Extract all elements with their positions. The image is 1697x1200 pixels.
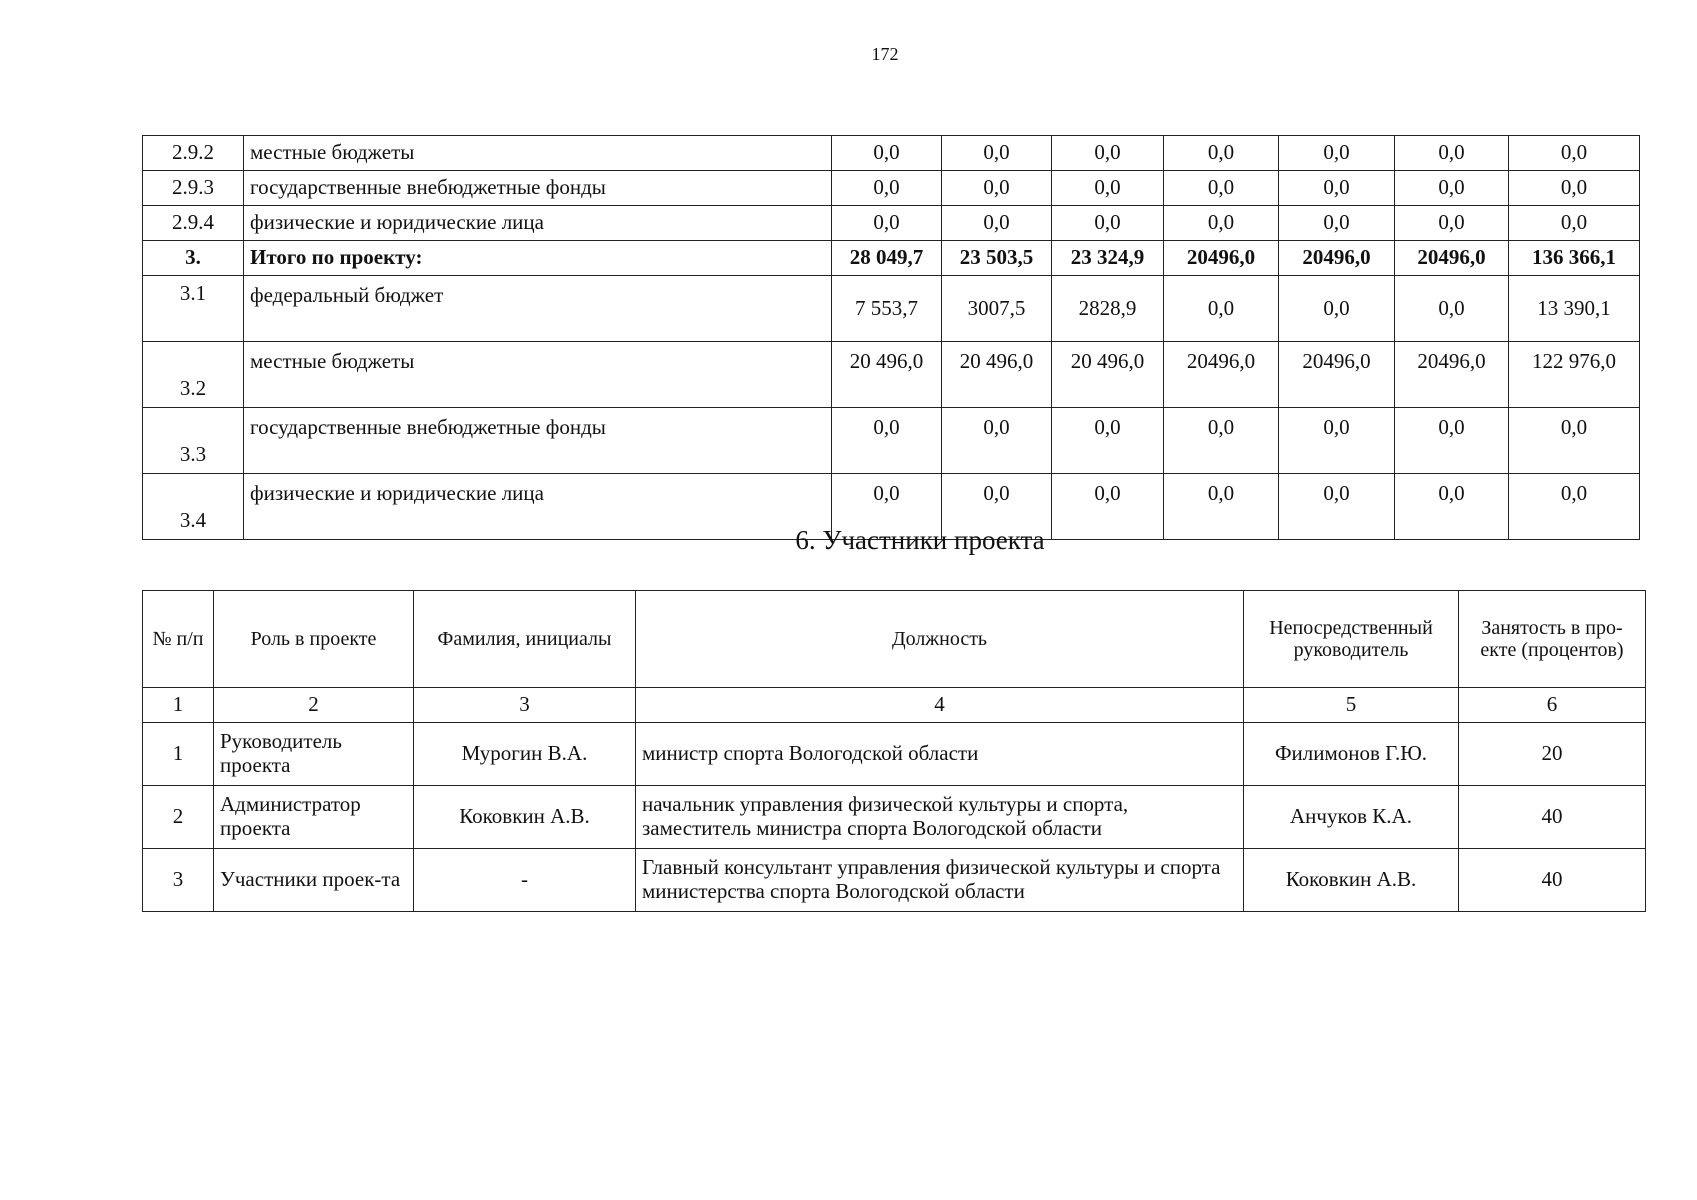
- header-manager-line: Непосредственный: [1269, 616, 1433, 639]
- participant-position: Главный консультант управления физической культуры и спорта министерства спорта Вологодской области: [636, 849, 1244, 912]
- column-number: 6: [1459, 688, 1646, 723]
- header-occupancy-line: екте (процентов): [1480, 639, 1624, 661]
- budget-row-name: местные бюджеты: [244, 342, 832, 408]
- budget-row-value: 0,0: [1052, 136, 1164, 171]
- budget-row-value: 28 049,7: [832, 241, 942, 276]
- participant-row: [143, 723, 1646, 786]
- column-number: 1: [143, 688, 214, 723]
- budget-row-value: 136 366,1: [1509, 241, 1640, 276]
- budget-row-value: 0,0: [1279, 408, 1395, 474]
- column-number: 3: [414, 688, 636, 723]
- participants-table: [142, 590, 1646, 912]
- budget-row-value: 0,0: [832, 474, 942, 540]
- participant-position: начальник управления физической культуры и спорта, заместитель министра спорта Вологодской области: [636, 786, 1244, 849]
- budget-row-value: 0,0: [1509, 136, 1640, 171]
- budget-row-code: 3.: [143, 241, 244, 276]
- budget-row-code: 3.1: [143, 276, 244, 342]
- budget-row-code: 2.9.2: [143, 136, 244, 171]
- budget-row-value: 0,0: [1279, 136, 1395, 171]
- header-position: Должность: [636, 591, 1244, 688]
- budget-row-value: 0,0: [1395, 474, 1509, 540]
- budget-row-value: 20 496,0: [942, 342, 1052, 408]
- budget-row-value: 0,0: [1509, 206, 1640, 241]
- budget-row-value: 0,0: [1279, 171, 1395, 206]
- budget-row-value: 0,0: [942, 474, 1052, 540]
- budget-row: [143, 136, 1640, 171]
- participant-occupancy: 20: [1459, 723, 1646, 786]
- budget-row: [143, 171, 1640, 206]
- participant-row: [143, 849, 1646, 912]
- budget-row-name: физические и юридические лица: [244, 206, 832, 241]
- budget-row-value: 0,0: [1509, 171, 1640, 206]
- column-number-row: [143, 688, 1646, 723]
- budget-row-value: 20496,0: [1395, 342, 1509, 408]
- budget-row-value: 0,0: [1052, 474, 1164, 540]
- budget-row-name: Итого по проекту:: [244, 241, 832, 276]
- budget-row: [143, 342, 1640, 408]
- header-manager: [1244, 591, 1459, 688]
- budget-row-value: 0,0: [1395, 408, 1509, 474]
- participant-position: министр спорта Вологодской области: [636, 723, 1244, 786]
- budget-row-value: 13 390,1: [1509, 276, 1640, 342]
- budget-row-value: 0,0: [1052, 408, 1164, 474]
- budget-row-value: 0,0: [942, 408, 1052, 474]
- budget-row-code: 3.2: [143, 342, 244, 408]
- budget-row-value: 0,0: [1164, 171, 1279, 206]
- section-title: 6. Участники проекта: [795, 525, 1045, 555]
- budget-row-code: 2.9.4: [143, 206, 244, 241]
- budget-row: [143, 276, 1640, 342]
- budget-row-value: 0,0: [832, 206, 942, 241]
- budget-row-value: 0,0: [1395, 276, 1509, 342]
- budget-row: [143, 206, 1640, 241]
- participant-number: 1: [143, 723, 214, 786]
- budget-row-value: 0,0: [832, 408, 942, 474]
- participant-occupancy: 40: [1459, 849, 1646, 912]
- participant-manager: Филимонов Г.Ю.: [1244, 723, 1459, 786]
- header-role: Роль в проекте: [214, 591, 414, 688]
- budget-row-value: 0,0: [1279, 206, 1395, 241]
- budget-row-value: 23 503,5: [942, 241, 1052, 276]
- budget-row-value: 7 553,7: [832, 276, 942, 342]
- participant-row: [143, 786, 1646, 849]
- column-number: 4: [636, 688, 1244, 723]
- budget-row-value: 23 324,9: [1052, 241, 1164, 276]
- budget-row-value: 0,0: [1509, 474, 1640, 540]
- participant-number: 2: [143, 786, 214, 849]
- budget-row-value: 20496,0: [1279, 342, 1395, 408]
- budget-row-value: 0,0: [1052, 206, 1164, 241]
- budget-row: [143, 408, 1640, 474]
- page-number: 172: [871, 44, 899, 64]
- budget-row: [143, 241, 1640, 276]
- budget-row-value: 0,0: [1164, 276, 1279, 342]
- header-row: [143, 591, 1646, 688]
- budget-row-value: 0,0: [1052, 171, 1164, 206]
- budget-row-value: 0,0: [942, 206, 1052, 241]
- budget-row-value: 0,0: [1279, 474, 1395, 540]
- budget-row-value: 0,0: [1279, 276, 1395, 342]
- participant-role: Администратор проекта: [214, 786, 414, 849]
- budget-row-value: 20 496,0: [1052, 342, 1164, 408]
- budget-row-value: 3007,5: [942, 276, 1052, 342]
- participant-name: Коковкин А.В.: [414, 786, 636, 849]
- participant-role: Руководитель проекта: [214, 723, 414, 786]
- header-manager-line: руководитель: [1293, 639, 1409, 661]
- budget-row-name: федеральный бюджет: [244, 276, 832, 342]
- budget-row-value: 0,0: [1164, 474, 1279, 540]
- budget-row-name: государственные внебюджетные фонды: [244, 408, 832, 474]
- budget-row-value: 2828,9: [1052, 276, 1164, 342]
- participant-occupancy: 40: [1459, 786, 1646, 849]
- budget-row-value: 20496,0: [1164, 342, 1279, 408]
- header-occupancy: [1459, 591, 1646, 688]
- participant-number: 3: [143, 849, 214, 912]
- header-name: Фамилия, инициалы: [414, 591, 636, 688]
- budget-row-value: 0,0: [832, 136, 942, 171]
- participant-manager: Анчуков К.А.: [1244, 786, 1459, 849]
- budget-row-value: 0,0: [1164, 408, 1279, 474]
- budget-row-value: 0,0: [1509, 408, 1640, 474]
- budget-row-value: 0,0: [1395, 171, 1509, 206]
- budget-row-code: 3.4: [143, 474, 244, 540]
- column-number: 5: [1244, 688, 1459, 723]
- budget-row-value: 20496,0: [1164, 241, 1279, 276]
- budget-row-value: 0,0: [942, 136, 1052, 171]
- header-number: № п/п: [143, 591, 214, 688]
- budget-row-value: 20496,0: [1279, 241, 1395, 276]
- participant-role: Участники проек-та: [214, 849, 414, 912]
- budget-row-name: местные бюджеты: [244, 136, 832, 171]
- budget-row-value: 0,0: [1395, 206, 1509, 241]
- budget-row-value: 0,0: [832, 171, 942, 206]
- budget-row-value: 0,0: [1164, 206, 1279, 241]
- budget-row-name: государственные внебюджетные фонды: [244, 171, 832, 206]
- budget-row-code: 3.3: [143, 408, 244, 474]
- budget-row-name: физические и юридические лица: [244, 474, 832, 540]
- budget-row-value: 0,0: [942, 171, 1052, 206]
- budget-row-value: 20 496,0: [832, 342, 942, 408]
- budget-row-value: 122 976,0: [1509, 342, 1640, 408]
- budget-table: [142, 135, 1640, 540]
- participant-manager: Коковкин А.В.: [1244, 849, 1459, 912]
- budget-row-value: 20496,0: [1395, 241, 1509, 276]
- header-occupancy-line: Занятость в про-: [1481, 616, 1623, 639]
- column-number: 2: [214, 688, 414, 723]
- budget-row-code: 2.9.3: [143, 171, 244, 206]
- participant-name: -: [414, 849, 636, 912]
- budget-row-value: 0,0: [1395, 136, 1509, 171]
- participant-name: Мурогин В.А.: [414, 723, 636, 786]
- budget-row-value: 0,0: [1164, 136, 1279, 171]
